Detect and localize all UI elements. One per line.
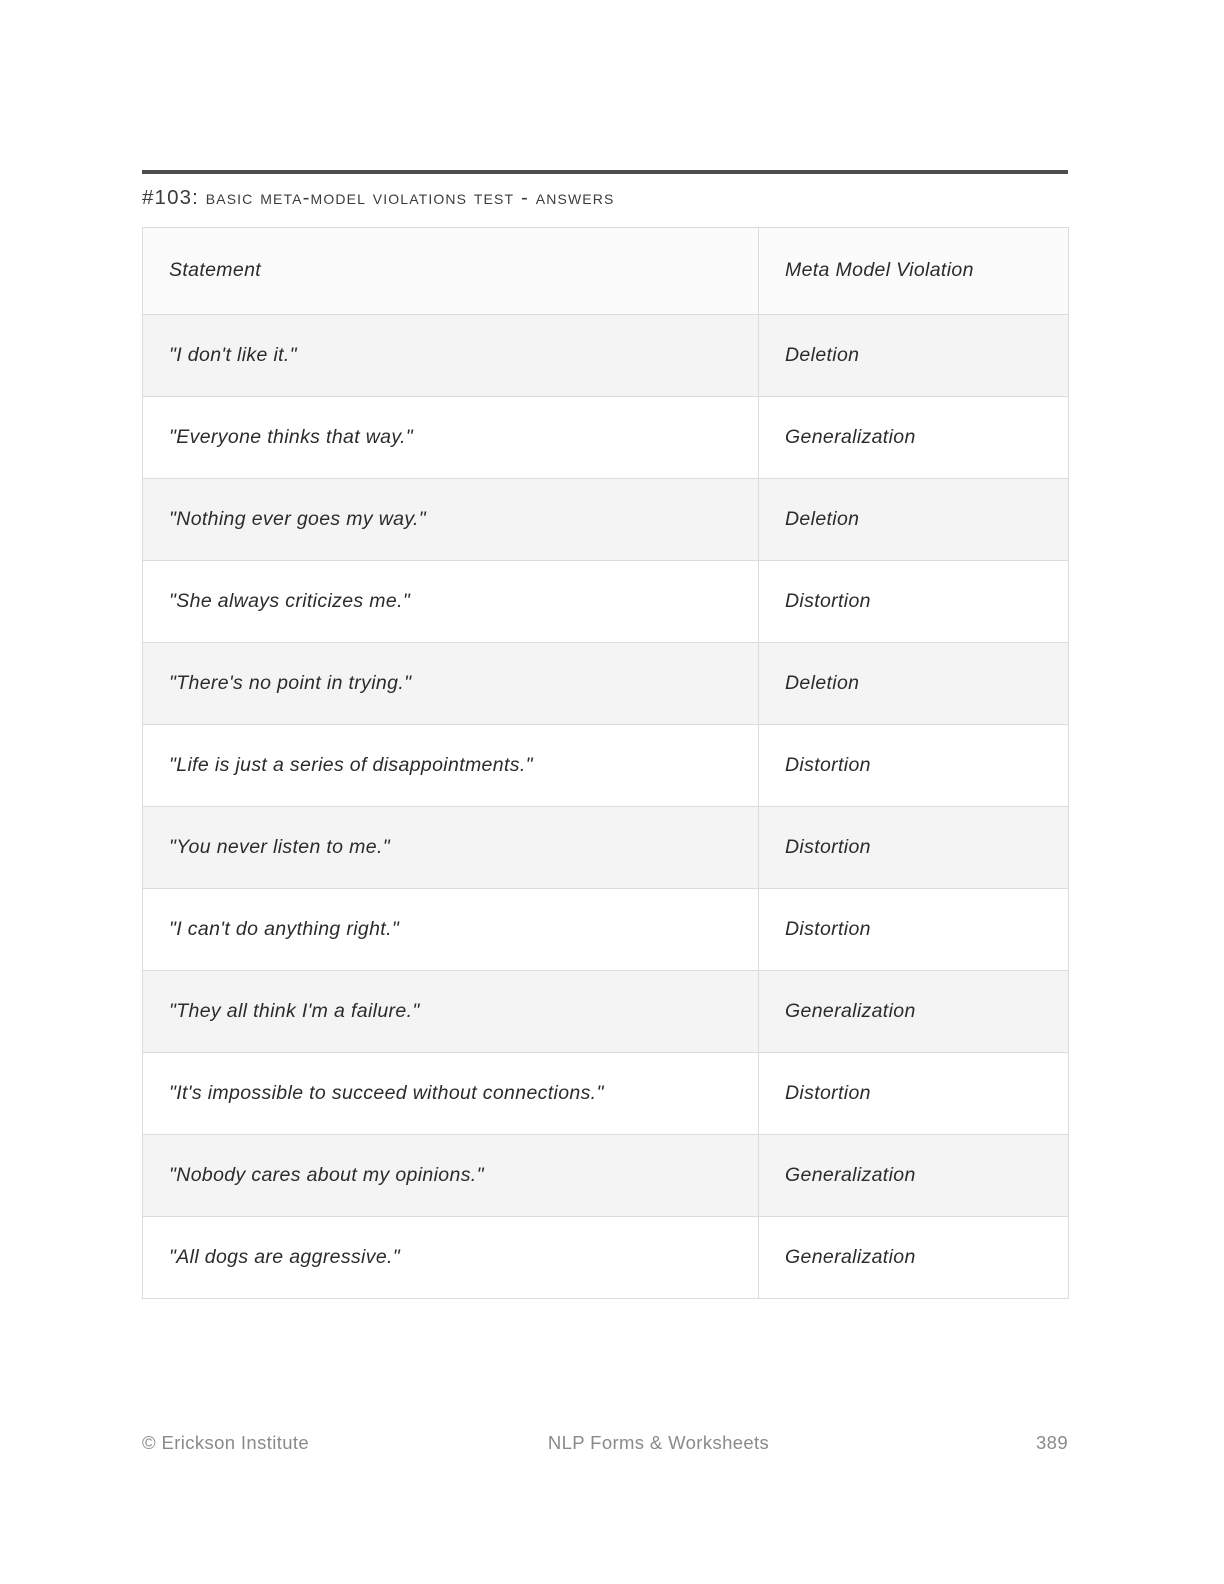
cell-statement: "It's impossible to succeed without connections." [143,1052,759,1134]
column-header-violation: Meta Model Violation [759,227,1069,314]
table-row [143,1052,1069,1134]
cell-violation: Distortion [759,724,1069,806]
cell-violation: Generalization [759,396,1069,478]
cell-violation: Deletion [759,642,1069,724]
cell-statement: "I can't do anything right." [143,888,759,970]
cell-statement: "There's no point in trying." [143,642,759,724]
table-row [143,1216,1069,1298]
table-header-row [143,227,1069,314]
cell-violation: Distortion [759,1052,1069,1134]
content-area [142,170,1068,1299]
table-header [143,227,1069,314]
table-row [143,724,1069,806]
cell-violation: Generalization [759,970,1069,1052]
table-row [143,314,1069,396]
table-row [143,560,1069,642]
footer-copyright: © Erickson Institute [142,1432,310,1453]
table-row [143,396,1069,478]
cell-violation: Generalization [759,1216,1069,1298]
page-footer [142,1432,1068,1454]
cell-violation: Distortion [759,888,1069,970]
cell-statement: "Nobody cares about my opinions." [143,1134,759,1216]
table-body [143,314,1069,1298]
footer-page-number: 389 [1036,1432,1068,1453]
cell-violation: Generalization [759,1134,1069,1216]
cell-statement: "All dogs are aggressive." [143,1216,759,1298]
footer-series-title: NLP Forms & Worksheets [547,1432,770,1453]
cell-statement: "Nothing ever goes my way." [143,478,759,560]
table-row [143,806,1069,888]
column-header-statement: Statement [143,227,759,314]
header-rule [142,170,1068,174]
table-row [143,888,1069,970]
cell-violation: Deletion [759,478,1069,560]
cell-violation: Distortion [759,806,1069,888]
cell-violation: Deletion [759,314,1069,396]
page-title: #103: basic meta-model violations test - answers [142,186,615,209]
table-row [143,478,1069,560]
cell-statement: "I don't like it." [143,314,759,396]
cell-statement: "She always criticizes me." [143,560,759,642]
cell-statement: "You never listen to me." [143,806,759,888]
answers-table [142,227,1069,1299]
table-row [143,1134,1069,1216]
table-row [143,970,1069,1052]
table-row [143,642,1069,724]
cell-statement: "Everyone thinks that way." [143,396,759,478]
cell-violation: Distortion [759,560,1069,642]
cell-statement: "Life is just a series of disappointments." [143,724,759,806]
cell-statement: "They all think I'm a failure." [143,970,759,1052]
